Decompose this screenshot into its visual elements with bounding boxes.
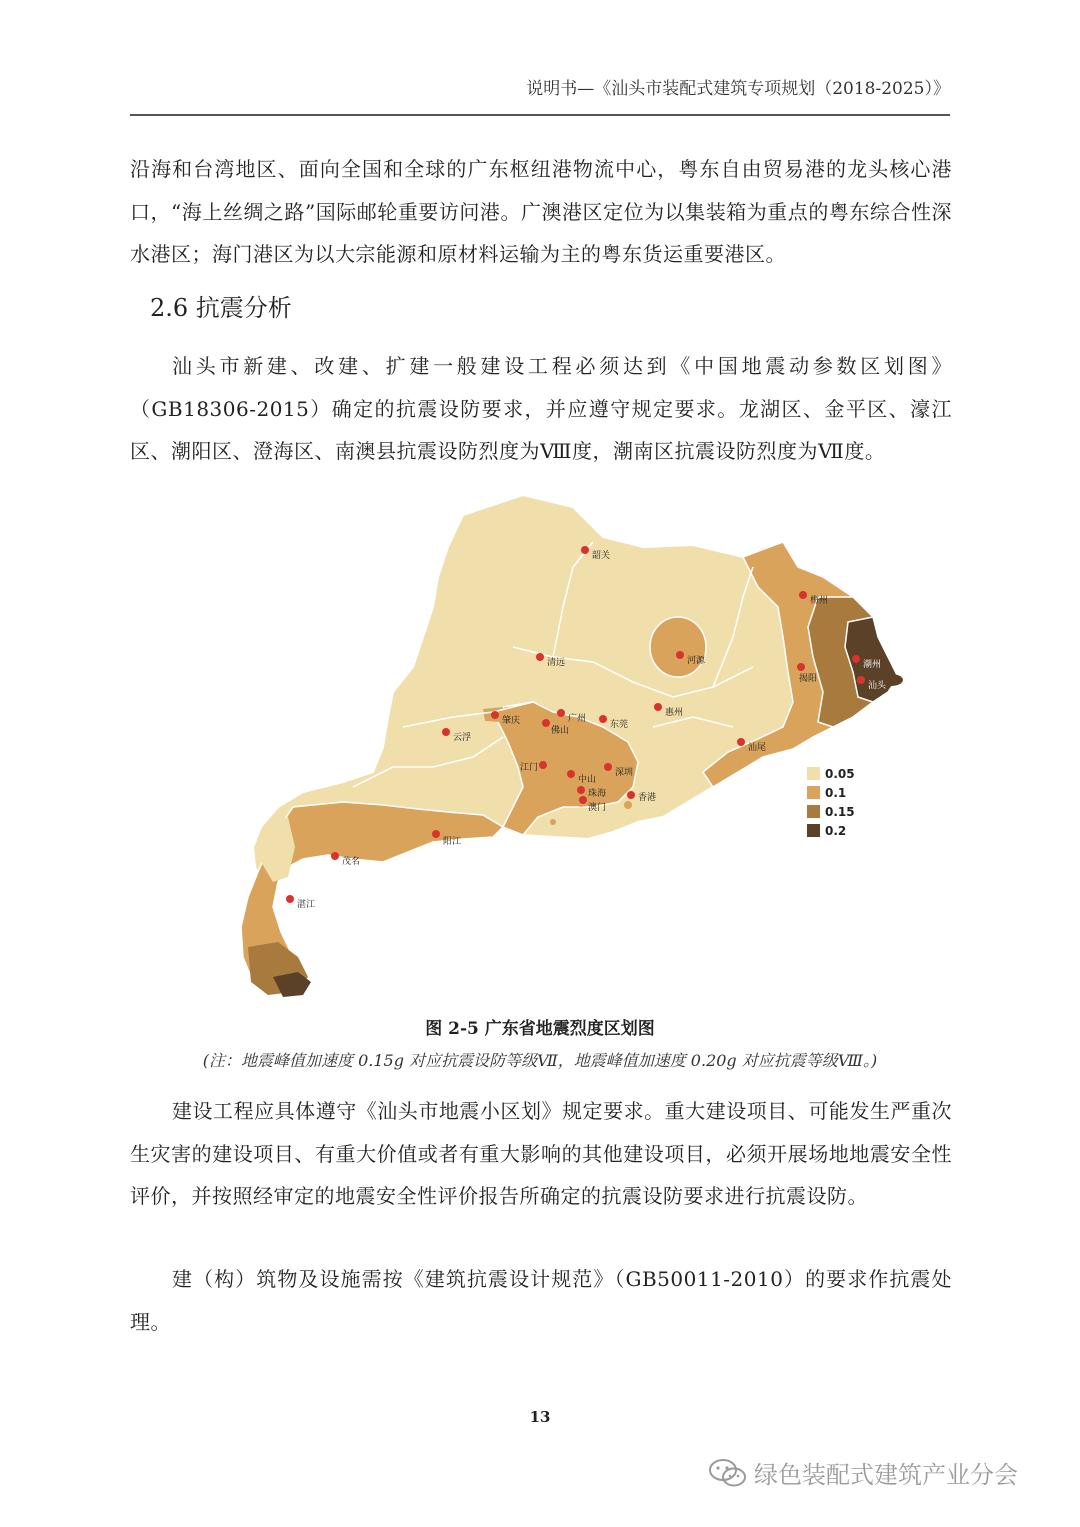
wechat-icon bbox=[708, 1457, 748, 1489]
svg-text:香港: 香港 bbox=[638, 793, 657, 803]
page-header: 说明书—《汕头市装配式建筑专项规划（2018-2025）》 bbox=[526, 79, 950, 99]
svg-text:梅州: 梅州 bbox=[810, 596, 829, 606]
svg-text:中山: 中山 bbox=[578, 775, 597, 785]
map-region-0.1-heyuan bbox=[650, 617, 706, 677]
svg-text:云浮: 云浮 bbox=[453, 733, 472, 743]
svg-text:阳江: 阳江 bbox=[443, 837, 462, 847]
svg-text:河源: 河源 bbox=[687, 656, 706, 666]
svg-text:肇庆: 肇庆 bbox=[502, 716, 521, 726]
legend-label-0.05: 0.05 bbox=[825, 767, 855, 781]
city-marker-zhanjiang bbox=[286, 895, 315, 910]
paragraph-safety-evaluation: 建设工程应具体遵守《汕头市地震小区划》规定要求。重大建设项目、可能发生严重次生灾害的建设项目、有重大价值或者有重大影响的其他建设项目，必须开展场地地震安全性评价，并按照经审定的地震安全性评价报告所确定的抗震设防要求进行抗震设防。 bbox=[130, 1099, 952, 1208]
svg-text:佛山: 佛山 bbox=[551, 726, 570, 736]
map-legend bbox=[807, 767, 855, 838]
page-number: 13 bbox=[529, 1408, 551, 1426]
svg-text:汕头: 汕头 bbox=[868, 681, 887, 691]
figure-note: (注：地震峰值加速度 0.15g 对应抗震设防等级Ⅶ，地震峰值加速度 0.20g 对应抗震等级Ⅷ。) bbox=[202, 1051, 878, 1070]
svg-text:江门: 江门 bbox=[520, 763, 539, 773]
map-island bbox=[624, 801, 632, 809]
header-divider bbox=[130, 114, 950, 116]
svg-text:汕尾: 汕尾 bbox=[748, 743, 767, 753]
legend-label-0.2: 0.2 bbox=[825, 824, 847, 838]
section-heading: 2.6 抗震分析 bbox=[150, 294, 292, 322]
svg-text:澳门: 澳门 bbox=[588, 803, 607, 813]
svg-text:惠州: 惠州 bbox=[665, 708, 684, 718]
paragraph-seismic-requirement: 汕头市新建、改建、扩建一般建设工程必须达到《中国地震动参数区划图》（GB18306-2015）确定的抗震设防要求，并应遵守规定要求。龙湖区、金平区、濠江区、潮阳区、澄海区、南澳县抗震设防烈度为Ⅷ度，潮南区抗震设防烈度为Ⅶ度。 bbox=[130, 354, 952, 463]
svg-text:湛江: 湛江 bbox=[297, 900, 316, 910]
legend-swatch-0.05 bbox=[807, 767, 820, 780]
legend-swatch-0.1 bbox=[807, 786, 820, 799]
legend-label-0.15: 0.15 bbox=[825, 805, 855, 819]
legend-swatch-0.2 bbox=[807, 824, 820, 837]
svg-text:深圳: 深圳 bbox=[615, 768, 634, 778]
svg-text:珠海: 珠海 bbox=[588, 789, 607, 799]
watermark-text: 绿色装配式建筑产业分会 bbox=[754, 1461, 1018, 1489]
legend-label-0.1: 0.1 bbox=[825, 786, 847, 800]
svg-text:清远: 清远 bbox=[547, 658, 566, 668]
figure-caption: 图 2-5 广东省地震烈度区划图 bbox=[425, 1019, 655, 1039]
svg-text:东莞: 东莞 bbox=[610, 720, 629, 730]
svg-text:茂名: 茂名 bbox=[342, 857, 361, 867]
paragraph-port: 沿海和台湾地区、面向全国和全球的广东枢纽港物流中心，粤东自由贸易港的龙头核心港口，“海上丝绸之路”国际邮轮重要访问港。广澳港区定位为以集装箱为重点的粤东综合性深水港区；海门港区为以大宗能源和原材料运输为主的粤东货运重要港区。 bbox=[130, 157, 952, 266]
map-island bbox=[550, 819, 556, 825]
svg-text:揭阳: 揭阳 bbox=[799, 674, 818, 684]
paragraph-design-code: 建（构）筑物及设施需按《建筑抗震设计规范》（GB50011-2010）的要求作抗震处理。 bbox=[130, 1267, 952, 1334]
guangdong-seismic-map bbox=[233, 487, 903, 1002]
legend-swatch-0.15 bbox=[807, 805, 820, 818]
svg-text:潮州: 潮州 bbox=[863, 660, 882, 670]
watermark bbox=[708, 1455, 1018, 1490]
svg-text:韶关: 韶关 bbox=[592, 551, 611, 561]
seismic-map-figure bbox=[233, 487, 903, 1002]
svg-text:广州: 广州 bbox=[568, 714, 587, 724]
